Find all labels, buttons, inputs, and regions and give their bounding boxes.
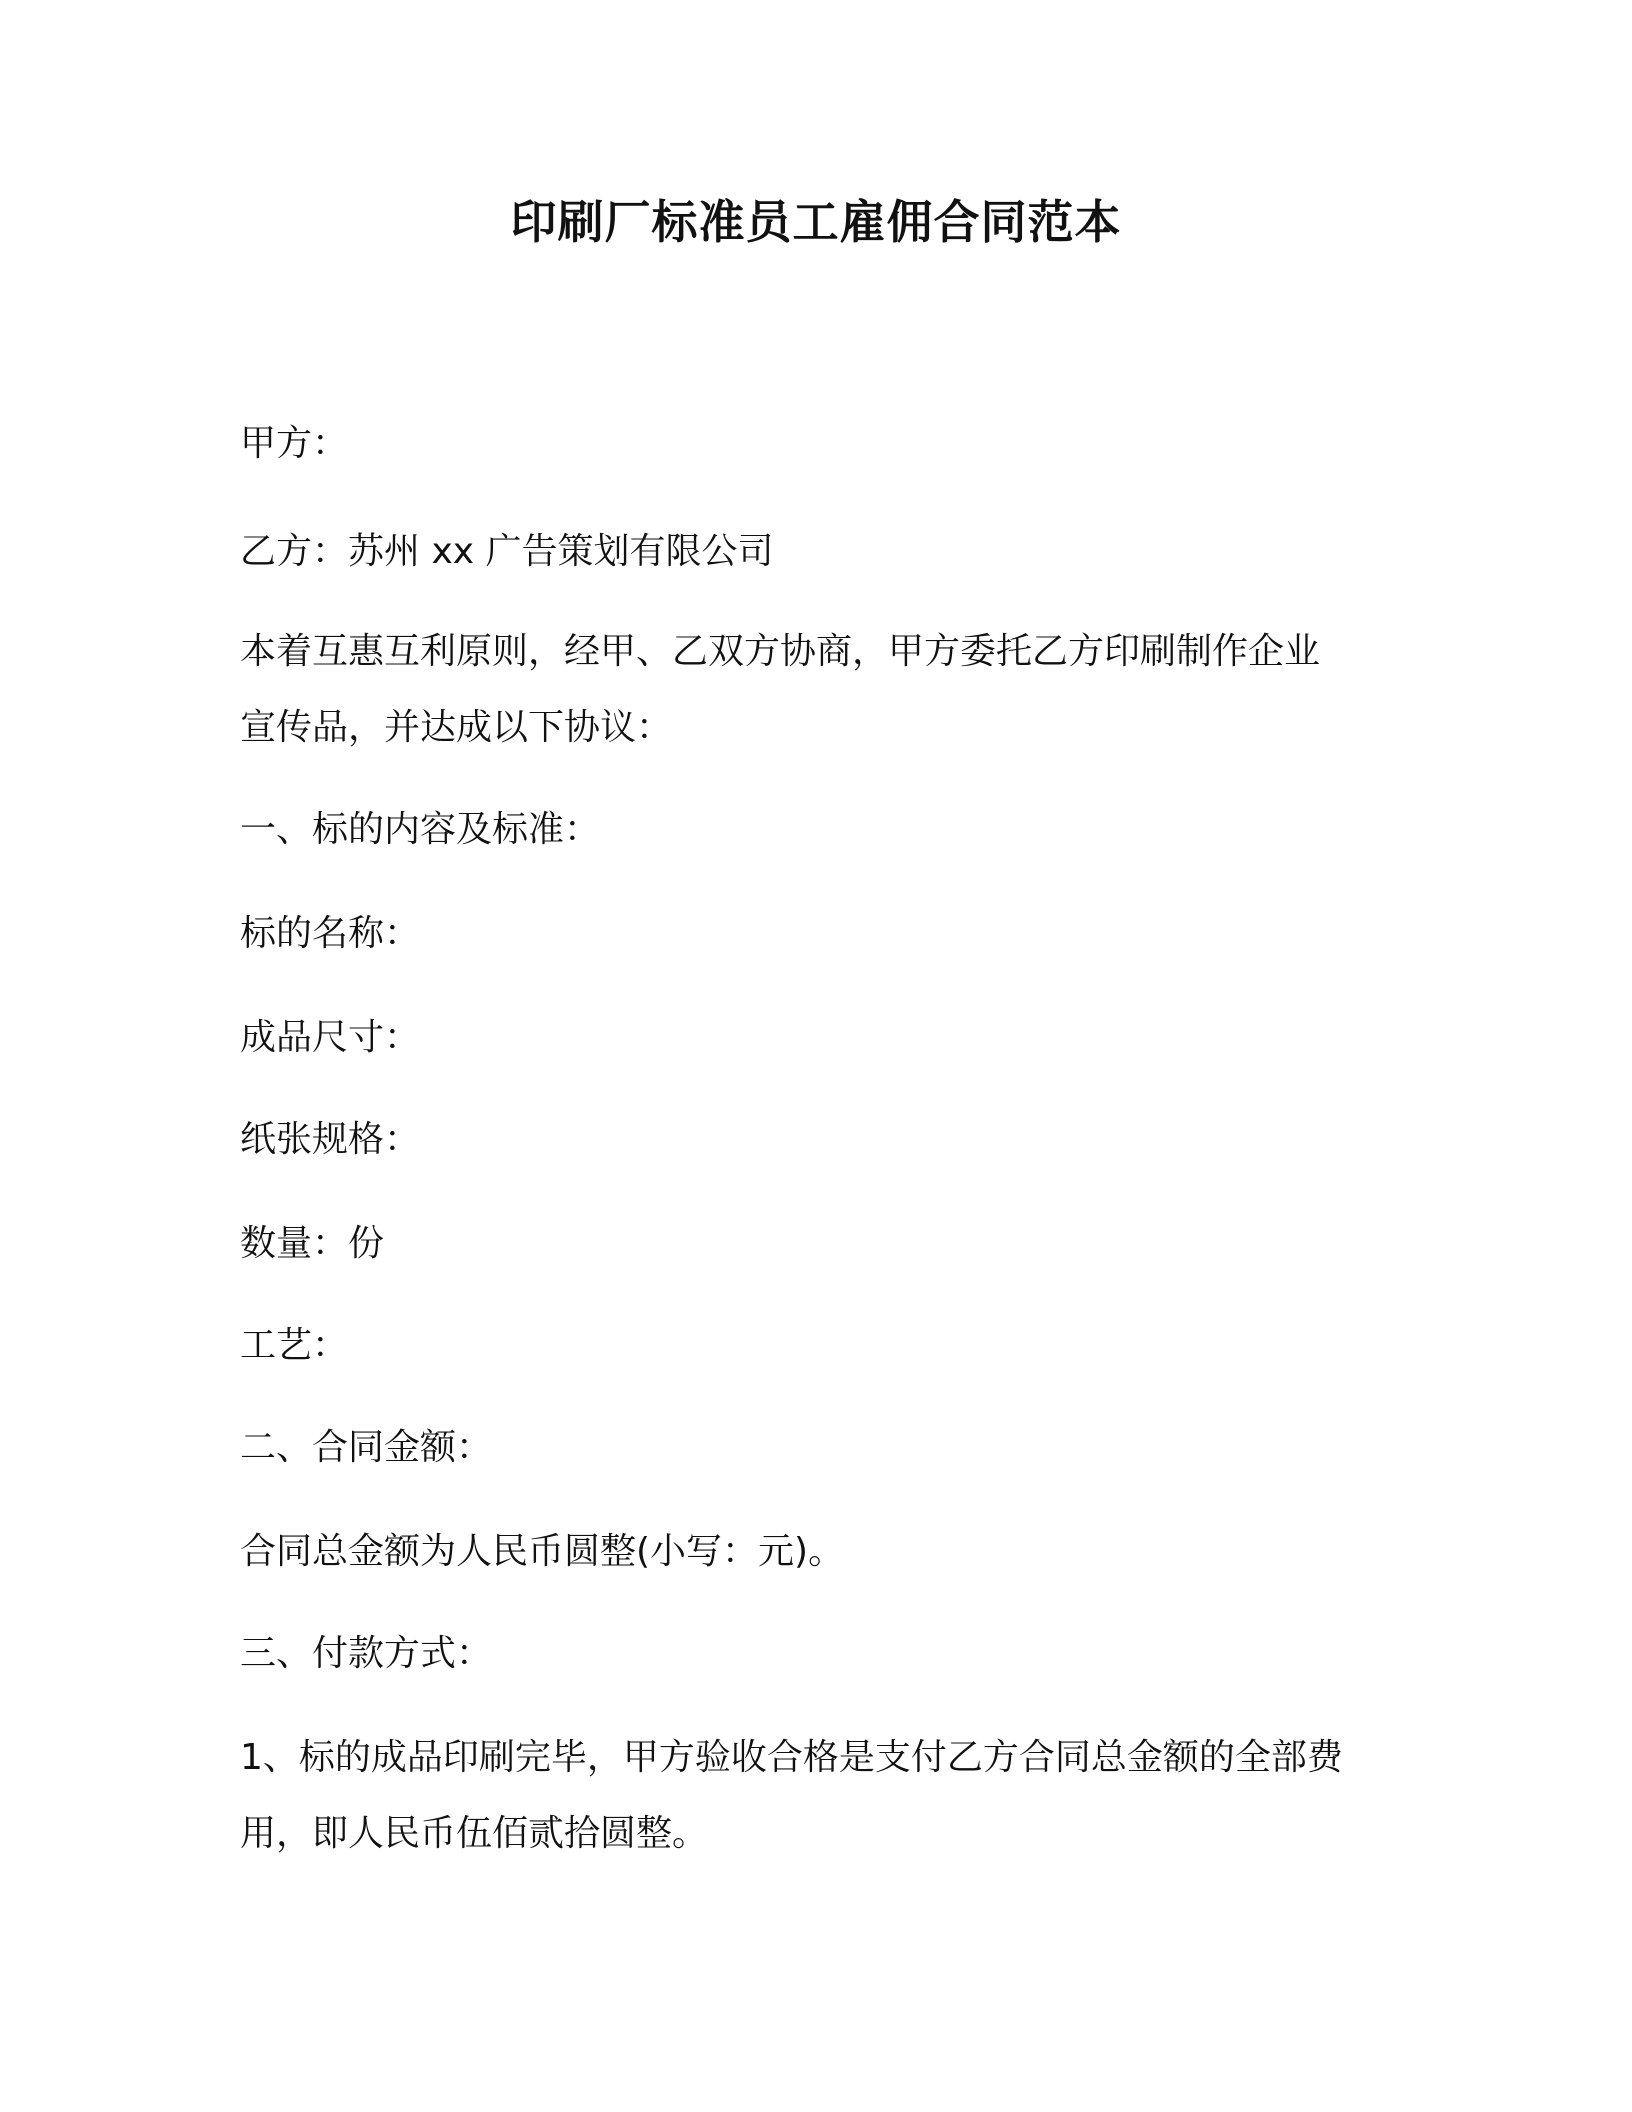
subject-name-line: 标的名称： bbox=[240, 913, 421, 954]
document-title: 印刷厂标准员工雇佣合同范本 bbox=[510, 195, 1122, 249]
quantity-line: 数量：份 bbox=[240, 1223, 385, 1264]
finished-size-line: 成品尺寸： bbox=[240, 1017, 421, 1058]
section-3-heading: 三、付款方式： bbox=[240, 1633, 493, 1674]
paper-spec-line: 纸张规格： bbox=[240, 1119, 421, 1160]
payment-clause-line-2: 用，即人民币伍佰贰拾圆整。 bbox=[240, 1813, 709, 1854]
craft-line: 工艺： bbox=[240, 1325, 349, 1366]
section-1-heading: 一、标的内容及标准： bbox=[240, 809, 601, 850]
party-b-line: 乙方：苏州 xx 广告策划有限公司 bbox=[240, 531, 774, 572]
contract-amount-line: 合同总金额为人民币圆整(小写：元)。 bbox=[240, 1531, 845, 1572]
payment-clause-line-1: 1、标的成品印刷完毕，甲方验收合格是支付乙方合同总金额的全部费 bbox=[240, 1737, 1343, 1778]
preamble-line-2: 宣传品，并达成以下协议： bbox=[240, 707, 673, 748]
preamble-line-1: 本着互惠互利原则，经甲、乙双方协商，甲方委托乙方印刷制作企业 bbox=[240, 631, 1321, 672]
section-2-heading: 二、合同金额： bbox=[240, 1427, 493, 1468]
party-a-line: 甲方： bbox=[240, 423, 349, 464]
